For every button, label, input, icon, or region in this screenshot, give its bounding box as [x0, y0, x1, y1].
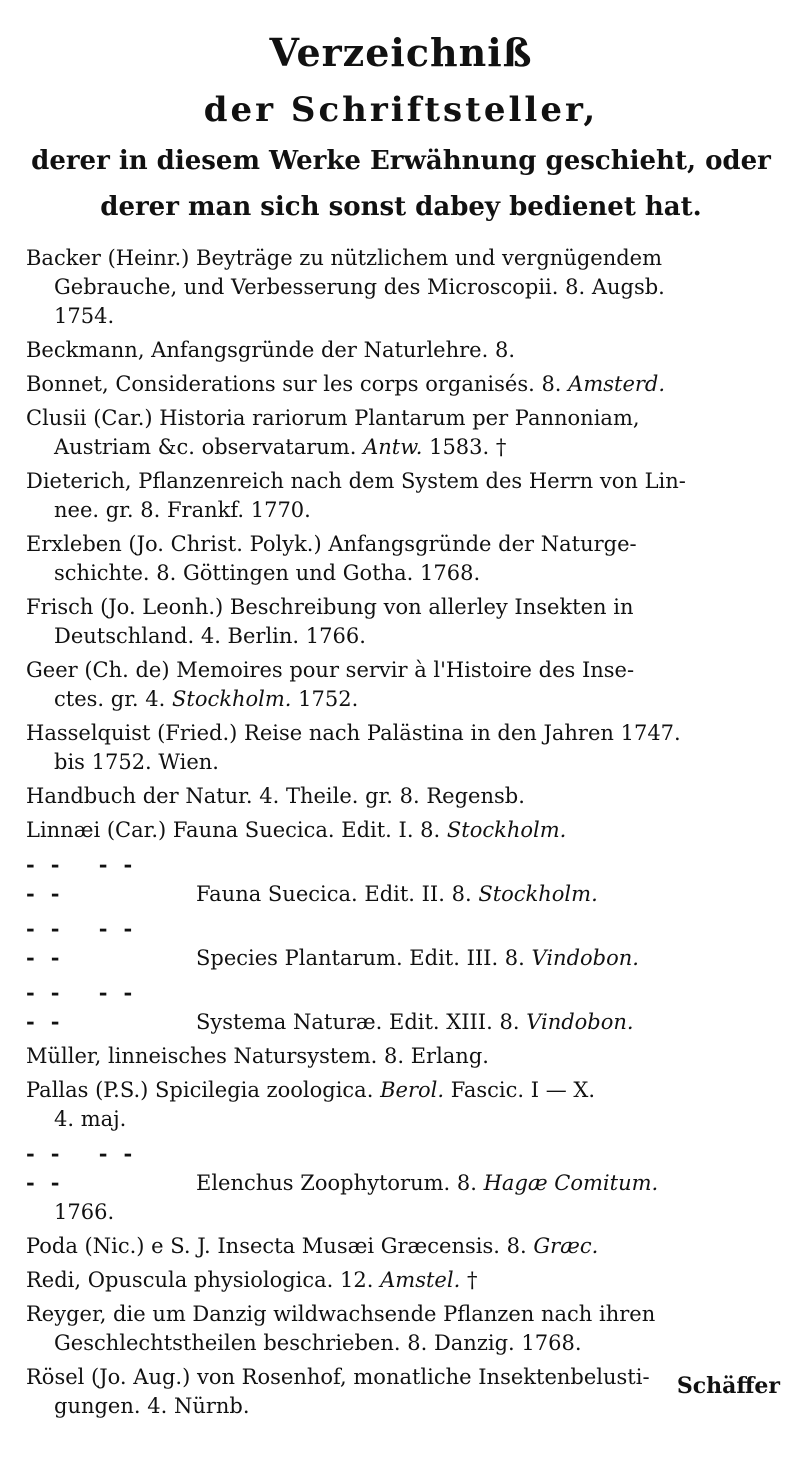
- list-item: [26, 530, 776, 588]
- entry-text: Gebrauche, und Verbesserung des Microscopii. 8. Augsb.: [54, 275, 665, 299]
- entry-continuation: [26, 1392, 776, 1421]
- entry-text: Handbuch der Natur. 4. Theile. gr. 8. Regensb.: [26, 784, 525, 808]
- list-item: [26, 1042, 776, 1071]
- entry-text: Deutschland. 4. Berlin. 1766.: [54, 624, 366, 648]
- entry-place: Hagæ Comitum.: [483, 1171, 659, 1195]
- list-item: [26, 370, 776, 399]
- entry-continuation: [26, 496, 776, 525]
- ditto-dashes: -- -- --: [26, 852, 149, 906]
- entry-text: Redi, Opuscula physiologica. 12.: [26, 1268, 374, 1292]
- entry-place: Berol.: [380, 1078, 445, 1102]
- list-item: [26, 1266, 776, 1295]
- list-item: [26, 467, 776, 525]
- entry-text: Geer (Ch. de) Memoires pour servir à l'Histoire des Inse-: [26, 658, 635, 682]
- entry-continuation: [26, 433, 776, 462]
- entry-text-tail: †: [466, 1268, 478, 1292]
- author-list: [26, 244, 776, 1421]
- entry-text: gungen. 4. Nürnb.: [54, 1394, 250, 1418]
- entry-text: Poda (Nic.) e S. J. Insecta Musæi Græcensis. 8.: [26, 1234, 527, 1258]
- entry-text: Rösel (Jo. Aug.) von Rosenhof, monatliche Insektenbelusti-: [26, 1365, 650, 1389]
- list-item: [26, 336, 776, 365]
- entry-place: Antw.: [363, 435, 423, 459]
- ditto-dashes: -- -- --: [26, 916, 149, 970]
- entry-continuation: [26, 273, 776, 302]
- entry-text: Geschlechtstheilen beschrieben. 8. Danzig. 1768.: [54, 1331, 582, 1355]
- entry-text: 1754.: [54, 304, 115, 328]
- page-subtitle: der Schriftsteller,: [203, 90, 599, 130]
- entry-text: Bonnet, Considerations sur les corps organisés. 8.: [26, 372, 562, 396]
- entry-text: Species Plantarum. Edit. III. 8.: [196, 946, 525, 970]
- entry-text: Dieterich, Pflanzenreich nach dem System des Herrn von Lin-: [26, 469, 686, 493]
- entry-text-tail: 1583. †: [429, 435, 507, 459]
- entry-text: Reyger, die um Danzig wildwachsende Pflanzen nach ihren: [26, 1302, 656, 1326]
- entry-text-tail: Fascic. I — X.: [450, 1078, 596, 1102]
- entry-continuation: [26, 622, 776, 651]
- entry-text: ctes. gr. 4.: [54, 687, 166, 711]
- list-item: [26, 978, 776, 1037]
- entry-text: 1766.: [54, 1200, 115, 1224]
- entry-text: Elenchus Zoophytorum. 8.: [196, 1171, 477, 1195]
- entry-text: nee. gr. 8. Frankf. 1770.: [54, 498, 311, 522]
- intro-line-1: derer in diesem Werke Erwähnung geschieht, oder: [31, 146, 771, 176]
- list-item: [26, 782, 776, 811]
- list-item: [26, 404, 776, 462]
- entry-place: Vindobon.: [531, 946, 639, 970]
- entry-text: Beckmann, Anfangsgründe der Naturlehre. 8.: [26, 338, 515, 362]
- entry-continuation: [26, 559, 776, 588]
- entry-text: Fauna Suecica. Edit. II. 8.: [196, 882, 472, 906]
- entry-continuation: [26, 1329, 776, 1358]
- catchword: Schäffer: [676, 1373, 780, 1399]
- entry-place: Stockholm.: [446, 818, 567, 842]
- entry-text: Pallas (P.S.) Spicilegia zoologica.: [26, 1078, 374, 1102]
- entry-text: Clusii (Car.) Historia rariorum Plantarum per Pannoniam,: [26, 406, 640, 430]
- ditto-dashes: -- -- --: [26, 980, 149, 1034]
- list-item: [26, 1076, 776, 1134]
- entry-place: Stockholm.: [478, 882, 598, 906]
- list-item: [26, 816, 776, 845]
- list-item: [26, 1300, 776, 1358]
- entry-continuation: [26, 748, 776, 777]
- entry-place: Amstel.: [380, 1268, 461, 1292]
- entry-place: Græc.: [533, 1234, 599, 1258]
- ditto-dashes: -- -- --: [26, 1141, 149, 1195]
- entry-continuation: [26, 685, 776, 714]
- entry-continuation: [26, 1105, 776, 1134]
- intro-line-2: derer man sich sonst dabey bedienet hat.: [100, 192, 702, 222]
- entry-text: bis 1752. Wien.: [54, 750, 219, 774]
- list-item: [26, 656, 776, 714]
- list-item: [26, 914, 776, 973]
- entry-text: Erxleben (Jo. Christ. Polyk.) Anfangsgründe der Naturge-: [26, 532, 637, 556]
- entry-continuation: [26, 1198, 776, 1227]
- entry-text: schichte. 8. Göttingen und Gotha. 1768.: [54, 561, 481, 585]
- entry-text: Müller, linneisches Natursystem. 8. Erlang.: [26, 1044, 489, 1068]
- list-item: [26, 850, 776, 909]
- entry-text: Linnæi (Car.) Fauna Suecica. Edit. I. 8.: [26, 818, 441, 842]
- list-item: [26, 593, 776, 651]
- list-item: [26, 244, 776, 331]
- entry-text: Hasselquist (Fried.) Reise nach Palästina in den Jahren 1747.: [26, 721, 681, 745]
- list-item: [26, 719, 776, 777]
- entry-place: Stockholm.: [172, 687, 292, 711]
- entry-text: Systema Naturæ. Edit. XIII. 8.: [196, 1010, 520, 1034]
- entry-text-tail: 1752.: [298, 687, 359, 711]
- entry-continuation: [26, 302, 776, 331]
- entry-place: Vindobon.: [526, 1010, 634, 1034]
- entry-text: Backer (Heinr.) Beyträge zu nützlichem und vergnügendem: [26, 246, 663, 270]
- entry-text: Frisch (Jo. Leonh.) Beschreibung von allerley Insekten in: [26, 595, 634, 619]
- entry-text: Austriam &c. observatarum.: [54, 435, 357, 459]
- page-title: Verzeichniß: [269, 30, 533, 75]
- entry-place: Amsterd.: [568, 372, 666, 396]
- list-item: [26, 1139, 776, 1227]
- list-item: [26, 1363, 776, 1421]
- entry-text: 4. maj.: [54, 1107, 127, 1131]
- list-item: [26, 1232, 776, 1261]
